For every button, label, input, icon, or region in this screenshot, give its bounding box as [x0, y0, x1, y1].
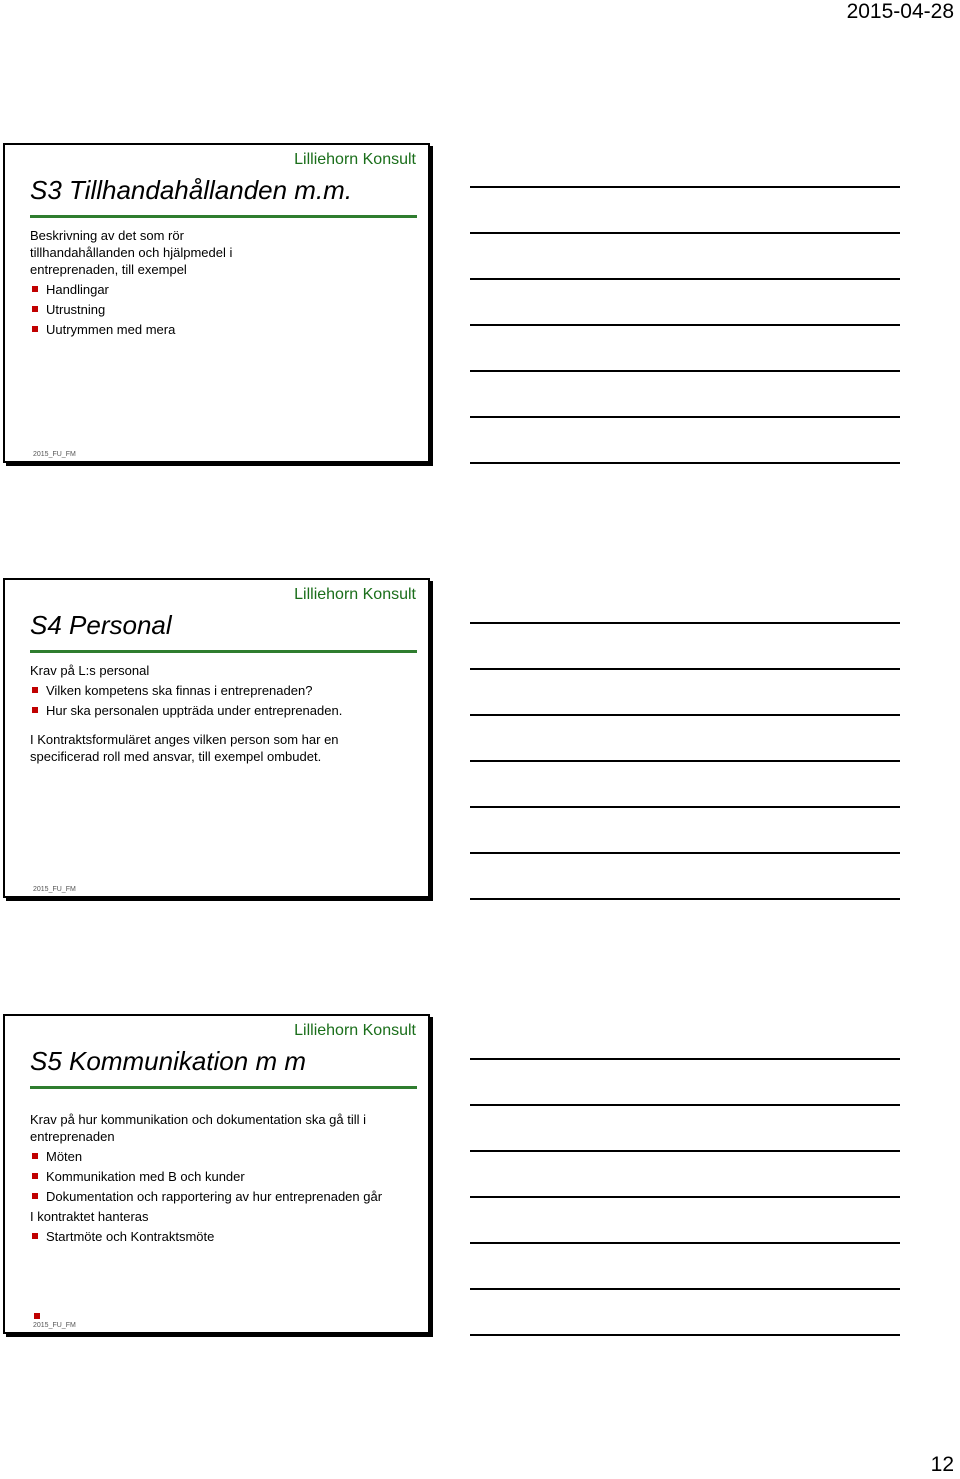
list-item: Startmöte och Kontraktsmöte [30, 1228, 410, 1245]
note-line [470, 714, 900, 716]
slide-footer: 2015_FU_FM [33, 886, 76, 893]
brand-label: Lilliehorn Konsult [294, 586, 416, 603]
list-item: Kommunikation med B och kunder [30, 1168, 410, 1185]
bullet-list [30, 1148, 410, 1205]
bullet-list [30, 682, 410, 719]
list-item: Uutrymmen med mera [30, 321, 260, 338]
bullet-list [30, 281, 260, 338]
slide-s5 [3, 1014, 430, 1334]
paragraph-text: I kontraktet hanteras [30, 1209, 149, 1224]
list-item: Möten [30, 1148, 410, 1165]
slide-title: S4 Personal [30, 610, 172, 640]
slide-footer: 2015_FU_FM [33, 451, 76, 458]
title-rule [30, 215, 417, 218]
slide-footer: 2015_FU_FM [33, 1322, 76, 1329]
intro-text: Krav på L:s personal [30, 663, 150, 678]
list-item: Utrustning [30, 301, 260, 318]
list-item: Vilken kompetens ska finnas i entreprenaden? [30, 682, 410, 699]
title-rule [30, 1086, 417, 1089]
list-item: Handlingar [30, 281, 260, 298]
intro-text: Krav på hur kommunikation och dokumentation ska gå till i entreprenaden [30, 1112, 367, 1144]
list-item: Dokumentation och rapportering av hur entreprenaden går [30, 1188, 410, 1205]
page-date: 2015-04-28 [846, 0, 954, 23]
list-item: Hur ska personalen uppträda under entreprenaden. [30, 702, 410, 719]
note-line [470, 370, 900, 372]
note-line [470, 1288, 900, 1290]
note-line [470, 1196, 900, 1198]
bullet-marker-icon [34, 1313, 40, 1319]
slide-title: S3 Tillhandahållanden m.m. [30, 175, 353, 205]
paragraph-text: I Kontraktsformuläret anges vilken person som har en specificerad roll med ansvar, till exempel ombudet. [30, 732, 339, 764]
note-line [470, 760, 900, 762]
brand-label: Lilliehorn Konsult [294, 1022, 416, 1039]
slide-body [30, 1111, 410, 1248]
note-line [470, 668, 900, 670]
slide-body [30, 662, 410, 765]
note-line [470, 1242, 900, 1244]
note-line [470, 622, 900, 624]
note-line [470, 462, 900, 464]
note-line [470, 1058, 900, 1060]
slide-s3 [3, 143, 430, 463]
notes-lines [470, 186, 900, 508]
slide-title: S5 Kommunikation m m [30, 1046, 306, 1076]
bullet-list-2 [30, 1228, 410, 1245]
note-line [470, 1104, 900, 1106]
note-line [470, 1150, 900, 1152]
slide-s4 [3, 578, 430, 898]
note-line [470, 324, 900, 326]
note-line [470, 232, 900, 234]
note-line [470, 186, 900, 188]
note-line [470, 852, 900, 854]
intro-text: Beskrivning av det som rör tillhandahållanden och hjälpmedel i entreprenaden, till exempel [30, 228, 233, 277]
notes-lines [470, 1058, 900, 1380]
note-line [470, 898, 900, 900]
notes-lines [470, 622, 900, 944]
title-rule [30, 650, 417, 653]
note-line [470, 416, 900, 418]
brand-label: Lilliehorn Konsult [294, 151, 416, 168]
note-line [470, 1334, 900, 1336]
page-number: 12 [930, 1453, 954, 1476]
note-line [470, 278, 900, 280]
note-line [470, 806, 900, 808]
slide-body [30, 227, 260, 341]
